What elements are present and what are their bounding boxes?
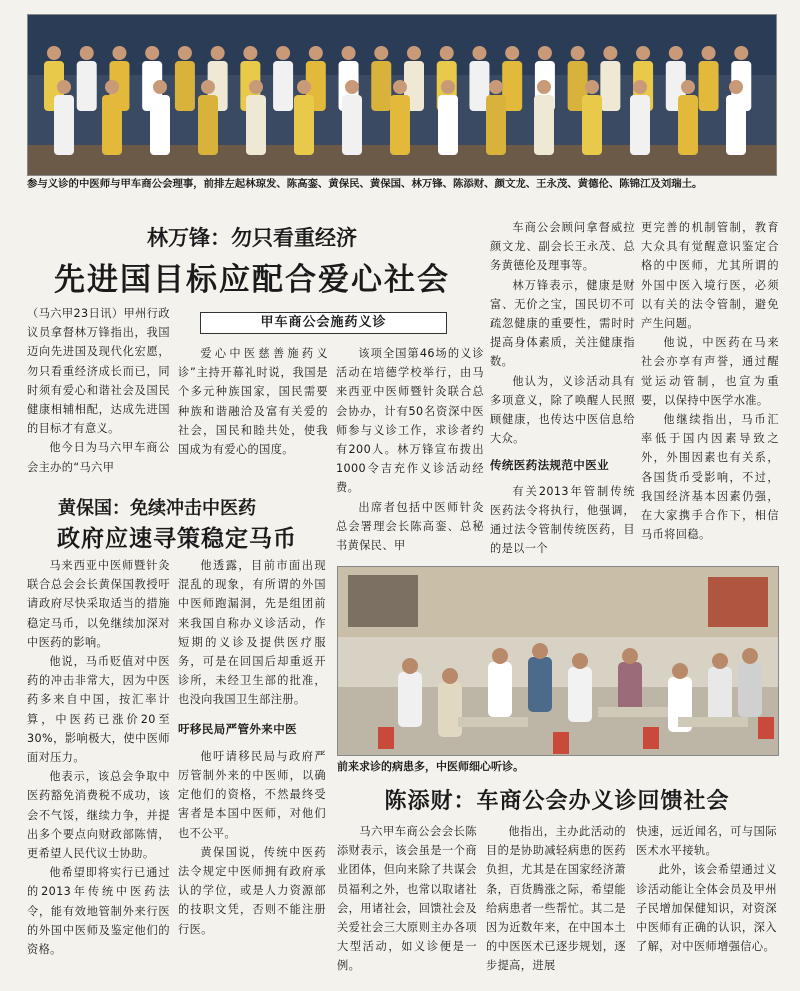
story2-paragraph: 他希望即将实行已通过的2013年传统中医药法令，能有效地管制外来行医的外国中医师及鉴定他们的资格。 — [27, 866, 170, 957]
story2-paragraph: 他表示，该总会争取中医药豁免消费税不成功，该会不气馁，继续力争，并提出多个要点向财政部陈情，更希望人民代议士协助。 — [27, 770, 170, 861]
clinic-photo — [337, 566, 779, 756]
group-photo-image — [28, 15, 776, 175]
story1-paragraph: 他认为，义诊活动具有多项意义，除了唤醒人民照顾健康，也传达中医信息给大众。 — [490, 374, 635, 446]
story1-paragraph: 有关2013年管制传统医药法令将执行，他强调，通过法令管制传统医药，目的是以一个 — [490, 484, 635, 556]
story2-column-1 — [27, 556, 170, 984]
story1-headline: 先进国目标应配合爱心社会 — [54, 262, 450, 298]
story1-column-4 — [490, 218, 635, 563]
story2-subheading: 吁移民局严管外来中医 — [178, 721, 297, 736]
story2-paragraph: 他吁请移民局与政府严厉管制外来的中医师，以确定他们的资格，不然最终受害者是本国中医师，对他们也不公平。 — [178, 749, 326, 840]
story2-paragraph: 他透露，目前市面出现混乱的现象，有所谓的外国中医师跑漏洞，先是组团前来我国自称办义诊活动，作短期的义诊及提供医疗服务，可是在回国后却重返开诊所，未经卫生部的批准，也没向我国卫生部注册。 — [178, 559, 326, 707]
group-photo-caption: 参与义诊的中医师与甲车商公会理事，前排左起林琼发、陈高銮、黄保民、黄保国、林万锋、陈添财、颜文龙、王永茂、黄德伦、陈锦江及刘瑞土。 — [27, 178, 703, 190]
story2-column-2 — [178, 556, 326, 984]
story1-column-3 — [336, 344, 484, 559]
story1-paragraph: 出席者包括中医师针灸总会署理会长陈高銮、总秘书黄保民、甲 — [336, 500, 484, 553]
story1-column-2 — [178, 344, 328, 484]
story1-paragraph: 林万锋表示，健康是财富、无价之宝，国民切不可疏忽健康的重要性，需时时提高身体素质，关注健康指数。 — [490, 278, 635, 369]
story3-paragraph: 此外，该会希望通过义诊活动能让全体会员及甲州子民增加保健知识，对资深中医师有正确的认识，深入了解，对中医师增强信心。 — [636, 863, 777, 954]
story2-paragraph: 黄保国说，传统中医药法令规定中医师拥有政府承认的学位，或是人力资源部的技职文凭，否则不能注册行医。 — [178, 845, 326, 936]
story3-column-1 — [337, 822, 477, 984]
clinic-photo-caption: 前来求诊的病患多，中医师细心听诊。 — [337, 760, 524, 773]
story3-column-2 — [486, 822, 626, 984]
story3-paragraph: 他指出，主办此活动的目的是协助减轻病患的医药负担，尤其是在国家经济萧条，百货腾涨之际，希望能给病患者一些帮忙。其二是因为近数年来，在中国本土的中医医术已逐步规划，逐步提高，进展 — [486, 825, 626, 973]
story1-paragraph: 更完善的机制管制，教育大众具有觉醒意识鉴定合格的中医师，尤其所谓的外国中医入境行医，必须以有关的法令管制，避免产生问题。 — [641, 221, 779, 331]
story1-paragraph: 车商公会顾问拿督威拉颜文龙、副会长王永茂、总务黄德伦及理事等。 — [490, 221, 635, 273]
story2-paragraph: 马来西亚中医师暨针灸联合总会会长黄保国教授吁请政府尽快采取适当的措施稳定马币，以免继续加深对中医药的影响。 — [27, 559, 170, 649]
story1-paragraph: 他今日为马六甲车商公会主办的“马六甲 — [27, 441, 170, 474]
story2-headline: 政府应速寻策稳定马币 — [57, 526, 297, 552]
story3-headline: 陈添财：车商公会办义诊回馈社会 — [384, 789, 730, 814]
story1-paragraph: 该项全国第46场的义诊活动在培德学校举行，由马来西亚中医师暨针灸联合总会协办，计有50名资深中医师参与义诊工作，求诊者约有200人。林万锋宣布拨出1000令吉充作义诊活动经费。 — [336, 347, 484, 495]
story3-paragraph: 快速，远近闻名，可与国际医术水平接轨。 — [636, 825, 777, 858]
story1-paragraph: 爱心中医慈善施药义诊”主持开幕礼时说，我国是个多元种族国家，国民需要种族和谐融洽及富有关爱的社会，国民和睦共处，使我国成为有爱心的国度。 — [178, 347, 328, 457]
story3-paragraph: 马六甲车商公会会长陈添财表示，该会虽是一个商业团体，但向来除了共谋会员福利之外，也常以取诸社会，用诸社会，回馈社会及关爱社会三大原则主办各项大型活动，如义诊便是一例。 — [337, 825, 477, 973]
story1-column-1 — [27, 304, 170, 480]
group-photo — [27, 14, 777, 176]
story2-paragraph: 他说，马币贬值对中医药的冲击非常大，因为中医药多来自中国，按汇率计算，中医药已涨价20至30%，影响极大，使中医师面对压力。 — [27, 655, 170, 765]
story1-box-heading: 甲车商公会施药义诊 — [200, 312, 447, 334]
clinic-photo-image — [338, 567, 778, 755]
story1-paragraph: 他说，中医药在马来社会亦享有声誉，通过醒觉运动管制，也宣为重要，以保持中医学水准。 — [641, 336, 779, 407]
story2-kicker: 黄保国：免续冲击中医药 — [58, 498, 256, 519]
story1-subheading: 传统医药法规范中医业 — [490, 458, 609, 473]
story1-kicker: 林万锋：勿只看重经济 — [147, 226, 357, 250]
story1-column-5 — [641, 218, 779, 563]
story1-paragraph: 他继续指出，马币汇率低于国内因素导致之外，外围因素也有关系，各国货币受影响，不过，我国经济基本因素仍强，在大家携手合作下，相信马币将回稳。 — [641, 413, 779, 542]
story3-column-3 — [636, 822, 777, 984]
story1-dateline-paragraph: （马六甲23日讯）甲州行政议员拿督林万锋指出，我国迈向先进国及现代化宏愿，勿只看重经济成长而已，同时须有爱心和谐社会及国民健康相辅相配，达成先进国的目标才有意义。 — [27, 307, 170, 436]
